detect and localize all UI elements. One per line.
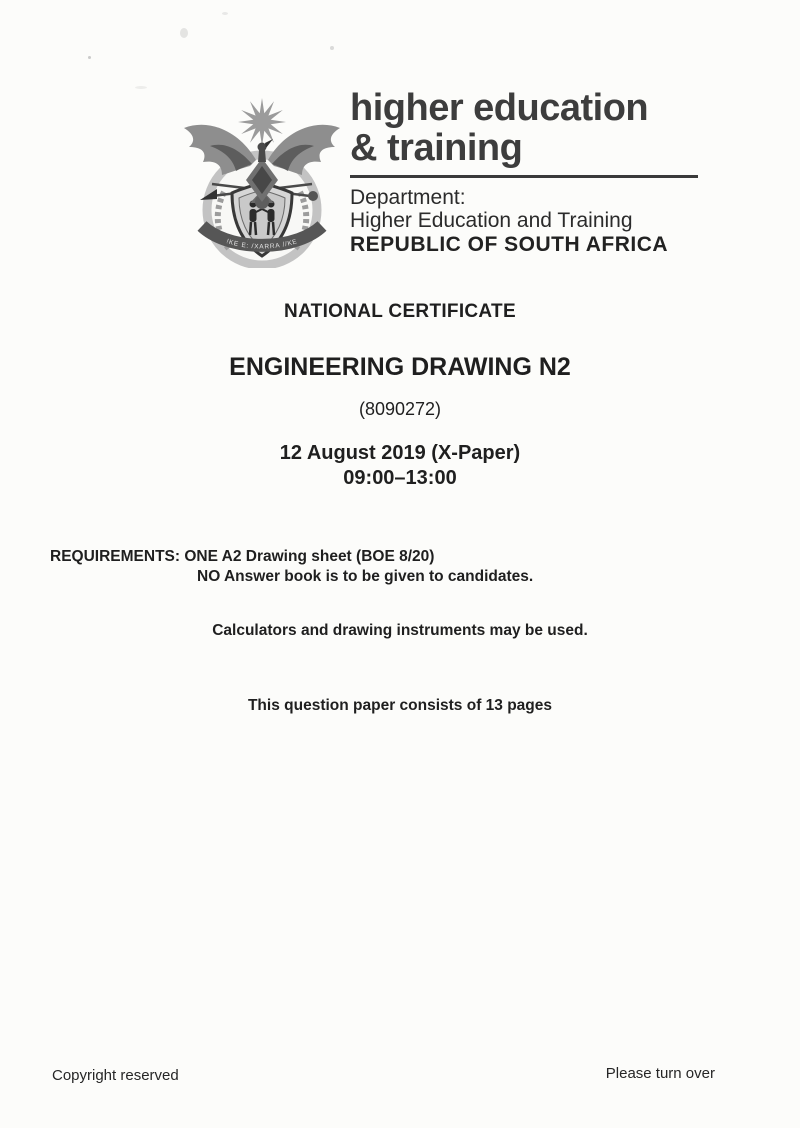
turn-over-note: Please turn over [605, 1065, 715, 1082]
paper-code: (8090272) [358, 399, 442, 419]
logo-divider [350, 175, 698, 178]
country-name: REPUBLIC OF SOUTH AFRICA [350, 233, 669, 256]
scan-speck [180, 28, 188, 38]
exam-time: 09:00–13:00 [343, 467, 457, 489]
coat-of-arms-motto: !KE E: /XARRA //KE [225, 238, 299, 251]
copyright-note: Copyright reserved [52, 1067, 179, 1084]
logo-wordmark-line1: higher education [350, 87, 649, 129]
requirements-answer-book-note: NO Answer book is to be given to candidates. [197, 568, 534, 585]
logo-wordmark-line2: & training [350, 127, 523, 169]
department-name: Higher Education and Training [350, 209, 633, 232]
instruments-note: Calculators and drawing instruments may be used. [212, 622, 588, 639]
coat-of-arms-icon [176, 98, 348, 268]
scan-speck [88, 56, 91, 59]
exam-datetime [0, 441, 800, 491]
page-count-note: This question paper consists of 13 pages [247, 697, 553, 714]
scan-speck [330, 46, 334, 50]
scan-speck [222, 12, 228, 15]
logo-text-block [350, 88, 710, 257]
exam-date: 12 August 2019 (X-Paper) [279, 442, 521, 464]
certificate-title: NATIONAL CERTIFICATE [284, 301, 516, 322]
scan-speck [135, 86, 147, 89]
department-label: Department: [350, 186, 466, 209]
subject-title: ENGINEERING DRAWING N2 [229, 353, 571, 381]
requirements-line: REQUIREMENTS: ONE A2 Drawing sheet (BOE 8/20) [50, 548, 435, 565]
